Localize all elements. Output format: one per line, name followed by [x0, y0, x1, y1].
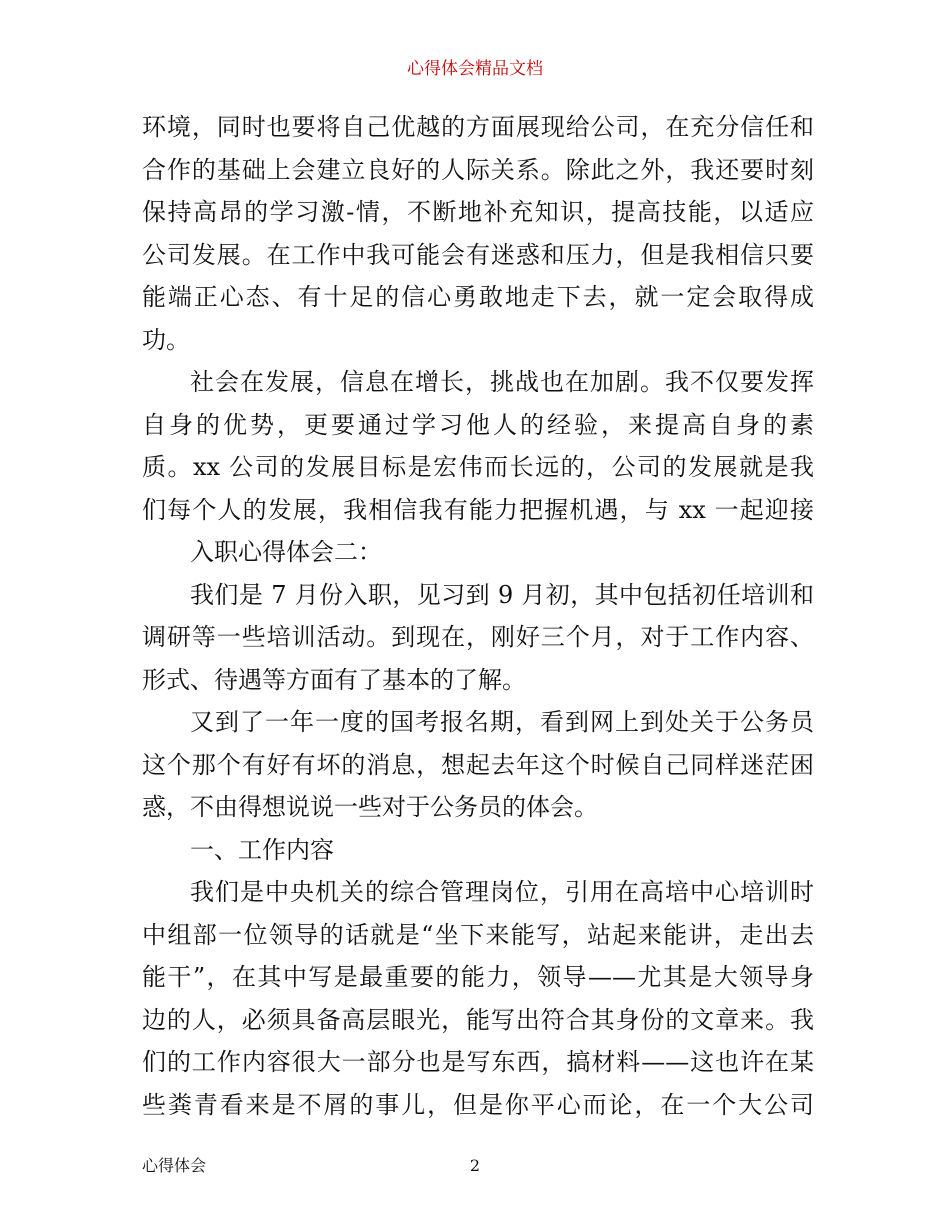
text-line: 惑，不由得想说说一些对于公务员的体会。 — [142, 793, 598, 821]
section-heading: 入职心得体会二： — [190, 538, 382, 566]
text-line: 合作的基础上会建立良好的人际关系。除此之外，我还要时刻 — [142, 155, 814, 184]
text-line: 些粪青看来是不屑的事儿，但是你平心而论，在一个大公司 — [142, 1090, 814, 1119]
text-line: 们每个人的发展，我相信我有能力把握机遇，与 xx 一起迎接 — [142, 495, 814, 524]
page-header-title: 心得体会精品文档 — [407, 59, 543, 79]
footer-label: 心得体会 — [142, 1156, 207, 1175]
section-heading: 一、工作内容 — [190, 835, 334, 864]
text-line: 中组部一位领导的话就是“坐下来能写，站起来能讲，走出去 — [142, 920, 814, 949]
text-line: 我们是 7 月份入职，见习到 9 月初，其中包括初任培训和 — [190, 580, 814, 609]
text-line: 能端正心态、有十足的信心勇敢地走下去，就一定会取得成 — [142, 283, 814, 311]
text-line: 我们是中央机关的综合管理岗位，引用在高培中心培训时 — [190, 878, 814, 906]
text-line: 边的人，必须具备高层眼光，能写出符合其身份的文章来。我 — [142, 1005, 814, 1034]
text-line: 调研等一些培训活动。到现在，刚好三个月，对于工作内容、 — [142, 623, 814, 651]
text-line: 自身的优势，更要通过学习他人的经验，来提高自身的素 — [142, 410, 814, 439]
document-body — [142, 106, 814, 1126]
text-line: 又到了一年一度的国考报名期，看到网上到处关于公务员 — [190, 708, 814, 736]
text-line: 环境，同时也要将自己优越的方面展现给公司，在充分信任和 — [142, 113, 814, 141]
text-line: 保持高昂的学习激-情，不断地补充知识，提高技能，以适应 — [142, 198, 814, 226]
text-line: 们的工作内容很大一部分也是写东西，搞材料——这也许在某 — [142, 1048, 814, 1076]
text-line: 形式、待遇等方面有了基本的了解。 — [142, 665, 526, 694]
text-line: 这个那个有好有坏的消息，想起去年这个时候自己同样迷茫困 — [142, 750, 814, 779]
text-line: 公司发展。在工作中我可能会有迷惑和压力，但是我相信只要 — [142, 240, 814, 269]
text-line: 质。xx 公司的发展目标是宏伟而长远的，公司的发展就是我 — [142, 453, 814, 481]
text-line: 能干”，在其中写是最重要的能力，领导——尤其是大领导身 — [142, 963, 814, 991]
page-number: 2 — [469, 1156, 481, 1175]
text-line: 社会在发展，信息在增长，挑战也在加剧。我不仅要发挥 — [190, 368, 814, 396]
text-line: 功。 — [142, 325, 190, 354]
